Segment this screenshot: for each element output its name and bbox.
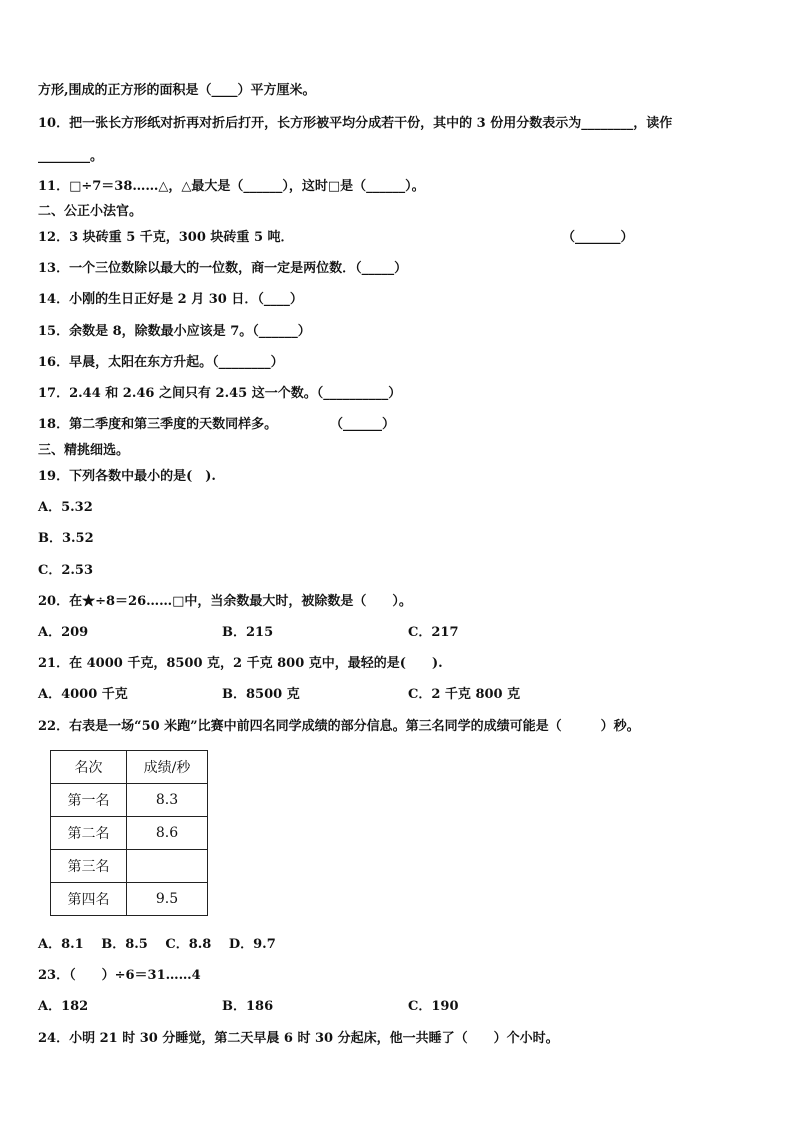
table-row bbox=[51, 817, 208, 850]
table-cell: 第二名 bbox=[51, 817, 127, 850]
q20-option-a: A．209 bbox=[38, 625, 89, 640]
table-header-cell: 成绩/秒 bbox=[127, 751, 208, 784]
question-11: 11．□÷7＝38……△，△最大是（______），这时□是（______）。 bbox=[38, 179, 425, 194]
question-12: 12．3 块砖重 5 千克，300 块砖重 5 吨． bbox=[38, 230, 294, 245]
q20-option-c: C．217 bbox=[408, 625, 459, 640]
table-header-cell: 名次 bbox=[51, 751, 127, 784]
table-cell: 第四名 bbox=[51, 883, 127, 916]
table-row bbox=[51, 784, 208, 817]
table-cell: 8.6 bbox=[127, 817, 208, 850]
question-21: 21．在 4000 千克，8500 克，2 千克 800 克中，最轻的是( ). bbox=[38, 656, 443, 671]
q22-options: A．8.1 B．8.5 C．8.8 D．9.7 bbox=[38, 937, 276, 952]
question-18: 18．第二季度和第三季度的天数同样多。 bbox=[38, 417, 278, 432]
table-cell: 9.5 bbox=[127, 883, 208, 916]
question-14: 14．小刚的生日正好是 2 月 30 日．（____） bbox=[38, 292, 303, 307]
q19-option-c: C．2.53 bbox=[38, 563, 94, 578]
question-13: 13．一个三位数除以最大的一位数，商一定是两位数．（_____） bbox=[38, 261, 408, 276]
table-row bbox=[51, 850, 208, 883]
q21-option-b: B．8500 克 bbox=[222, 687, 300, 702]
q19-option-b: B．3.52 bbox=[38, 531, 94, 546]
table-header-row bbox=[51, 751, 208, 784]
table-cell: 第三名 bbox=[51, 850, 127, 883]
question-10-cont: ________。 bbox=[38, 149, 104, 164]
line-q9-end: 方形,围成的正方形的面积是（____）平方厘米。 bbox=[38, 83, 316, 98]
question-24: 24．小明 21 时 30 分睡觉，第二天早晨 6 时 30 分起床，他一共睡了（ ）个小时。 bbox=[38, 1031, 559, 1046]
table-cell: 第一名 bbox=[51, 784, 127, 817]
question-22: 22．右表是一场“50 米跑”比赛中前四名同学成绩的部分信息。第三名同学的成绩可能是（ ）秒。 bbox=[38, 719, 640, 734]
q23-option-c: C．190 bbox=[408, 999, 459, 1014]
question-15: 15．余数是 8，除数最小应该是 7。（______） bbox=[38, 324, 311, 339]
section-3-heading: 三、精挑细选。 bbox=[38, 443, 130, 458]
q23-option-b: B．186 bbox=[222, 999, 274, 1014]
question-20: 20．在★÷8＝26……□中，当余数最大时，被除数是（ ）。 bbox=[38, 594, 412, 609]
q20-option-b: B．215 bbox=[222, 625, 274, 640]
question-19: 19．下列各数中最小的是( ). bbox=[38, 469, 216, 484]
table-cell: 8.3 bbox=[127, 784, 208, 817]
q21-option-a: A．4000 千克 bbox=[38, 687, 128, 702]
table-cell bbox=[127, 850, 208, 883]
q23-option-a: A．182 bbox=[38, 999, 89, 1014]
table-row bbox=[51, 883, 208, 916]
question-17: 17．2.44 和 2.46 之间只有 2.45 这一个数。（__________） bbox=[38, 386, 402, 401]
question-12-blank: （_______） bbox=[562, 230, 634, 245]
section-2-heading: 二、公正小法官。 bbox=[38, 204, 143, 219]
question-16: 16．早晨，太阳在东方升起。（________） bbox=[38, 355, 284, 370]
question-18-blank: （______） bbox=[330, 417, 396, 432]
q21-option-c: C．2 千克 800 克 bbox=[408, 687, 521, 702]
score-table bbox=[50, 750, 208, 916]
q19-option-a: A．5.32 bbox=[38, 500, 93, 515]
question-10: 10．把一张长方形纸对折再对折后打开，长方形被平均分成若干份，其中的 3 份用分数表示为________，读作 bbox=[38, 116, 673, 131]
question-23: 23．（ ）÷6＝31……4 bbox=[38, 968, 201, 983]
